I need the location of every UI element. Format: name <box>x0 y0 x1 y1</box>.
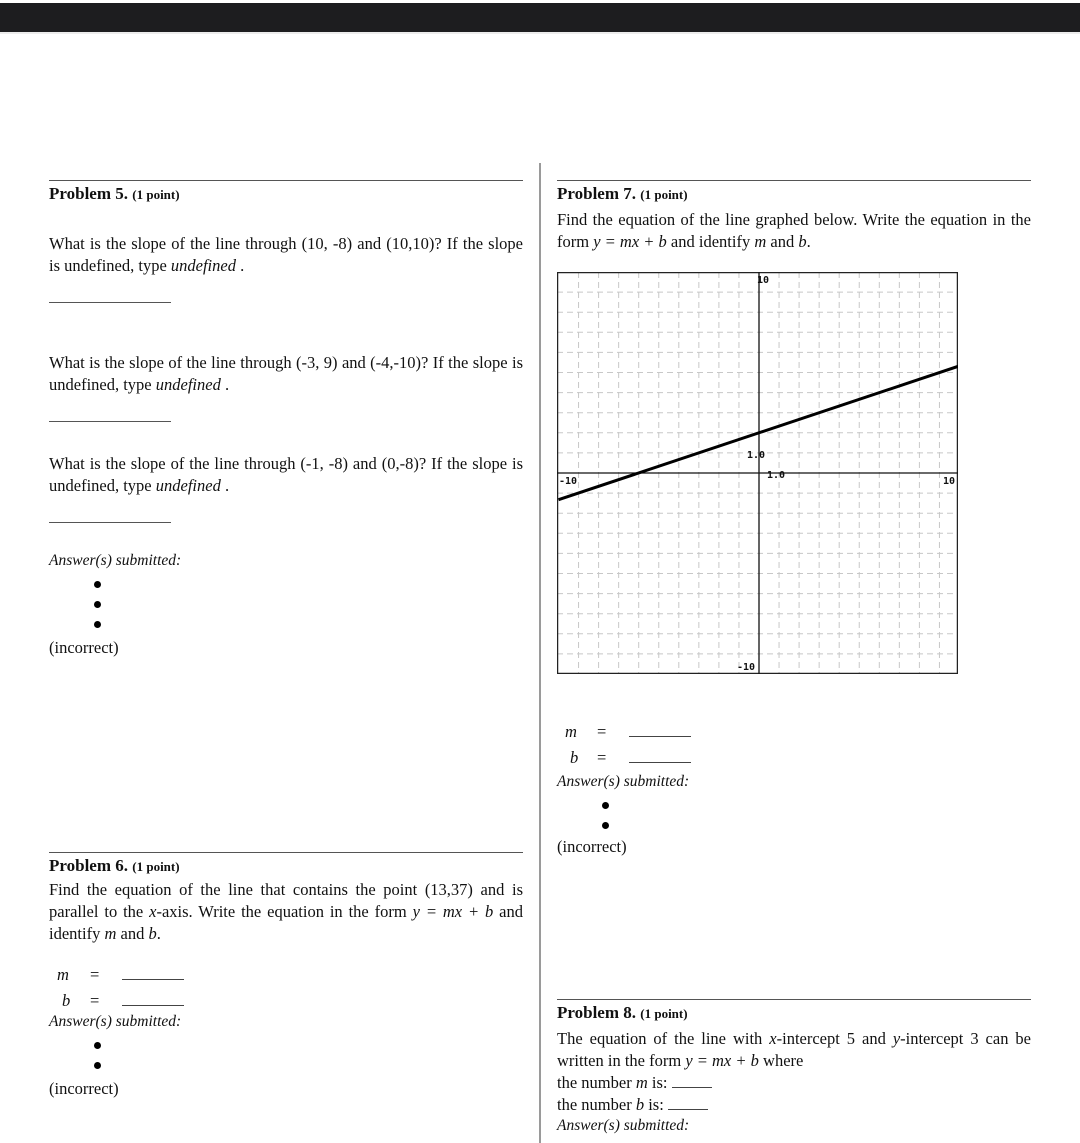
line-graph <box>557 272 958 674</box>
submitted-answer <box>49 595 523 615</box>
problem-7-answers <box>557 722 1031 858</box>
m-field-row: m = <box>557 722 1031 748</box>
problem-title: Problem 8. (1 point) <box>557 1003 688 1022</box>
answer-input-3[interactable] <box>49 522 171 523</box>
m-input[interactable] <box>629 736 691 737</box>
question-text: Find the equation of the line that contains the point (13,37) and is parallel to the x-axis. Write the equation in the form y = mx + b and identify m and b. <box>49 880 523 943</box>
problem-rule <box>557 180 1031 181</box>
top-bar <box>0 3 1080 34</box>
problem-title: Problem 5. (1 point) <box>49 184 180 203</box>
question-part-1: What is the slope of the line through (10, -8) and (10,10)? If the slope is undefined, type undefined . <box>49 234 523 275</box>
status-incorrect: (incorrect) <box>557 837 627 856</box>
problem-8 <box>557 999 1031 1136</box>
b-input[interactable] <box>122 1005 184 1006</box>
answers-submitted-label: Answer(s) submitted: <box>557 1117 690 1134</box>
x-min-label: -10 <box>559 476 578 487</box>
problem-title: Problem 7. (1 point) <box>557 184 688 203</box>
submitted-answer <box>49 575 523 595</box>
b-input[interactable] <box>629 762 691 763</box>
m-input[interactable] <box>672 1073 712 1088</box>
m-input[interactable] <box>122 979 184 980</box>
problem-rule <box>49 852 523 853</box>
question-text: The equation of the line with x-intercept 5 and y-intercept 3 can be written in the form y = mx + b where <box>557 1029 1031 1070</box>
answer-input-2[interactable] <box>49 421 171 422</box>
submitted-answer <box>557 796 1031 816</box>
y-unit-label: 1.0 <box>747 450 766 461</box>
status-incorrect: (incorrect) <box>49 638 119 657</box>
answers-submitted-label: Answer(s) submitted: <box>49 1013 182 1030</box>
b-answer-row: the number b is: <box>557 1094 1031 1116</box>
problem-7 <box>557 180 1031 253</box>
question-text: Find the equation of the line graphed below. Write the equation in the form y = mx + b and identify m and b. <box>557 210 1031 251</box>
b-field-row: b = <box>557 748 1031 774</box>
problem-rule <box>49 180 523 181</box>
submitted-answer <box>49 615 523 635</box>
status-incorrect: (incorrect) <box>49 1079 119 1098</box>
column-divider <box>539 163 541 1143</box>
m-field-row: m = <box>49 965 523 991</box>
question-part-2: What is the slope of the line through (-3, 9) and (-4,-10)? If the slope is undefined, type undefined . <box>49 353 523 394</box>
problem-rule <box>557 999 1031 1000</box>
x-unit-label: 1.0 <box>767 470 786 481</box>
answers-submitted-label: Answer(s) submitted: <box>49 552 182 569</box>
answer-input-1[interactable] <box>49 302 171 303</box>
m-answer-row: the number m is: <box>557 1072 1031 1094</box>
b-input[interactable] <box>668 1095 708 1110</box>
submitted-answer <box>557 816 1031 836</box>
problem-title: Problem 6. (1 point) <box>49 856 180 875</box>
y-min-label: -10 <box>737 662 756 673</box>
answers-submitted-label: Answer(s) submitted: <box>557 773 690 790</box>
submitted-answers-list <box>49 1036 523 1076</box>
submitted-answer <box>49 1036 523 1056</box>
problem-5 <box>49 180 523 659</box>
question-part-3: What is the slope of the line through (-1, -8) and (0,-8)? If the slope is undefined, type undefined . <box>49 454 523 495</box>
submitted-answer <box>49 1056 523 1076</box>
submitted-answers-list <box>49 575 523 635</box>
b-field-row: b = <box>49 991 523 1017</box>
y-max-label: 10 <box>757 275 770 286</box>
submitted-answers-list <box>557 796 1031 836</box>
problem-6 <box>49 852 523 1100</box>
x-max-label: 10 <box>943 476 956 487</box>
